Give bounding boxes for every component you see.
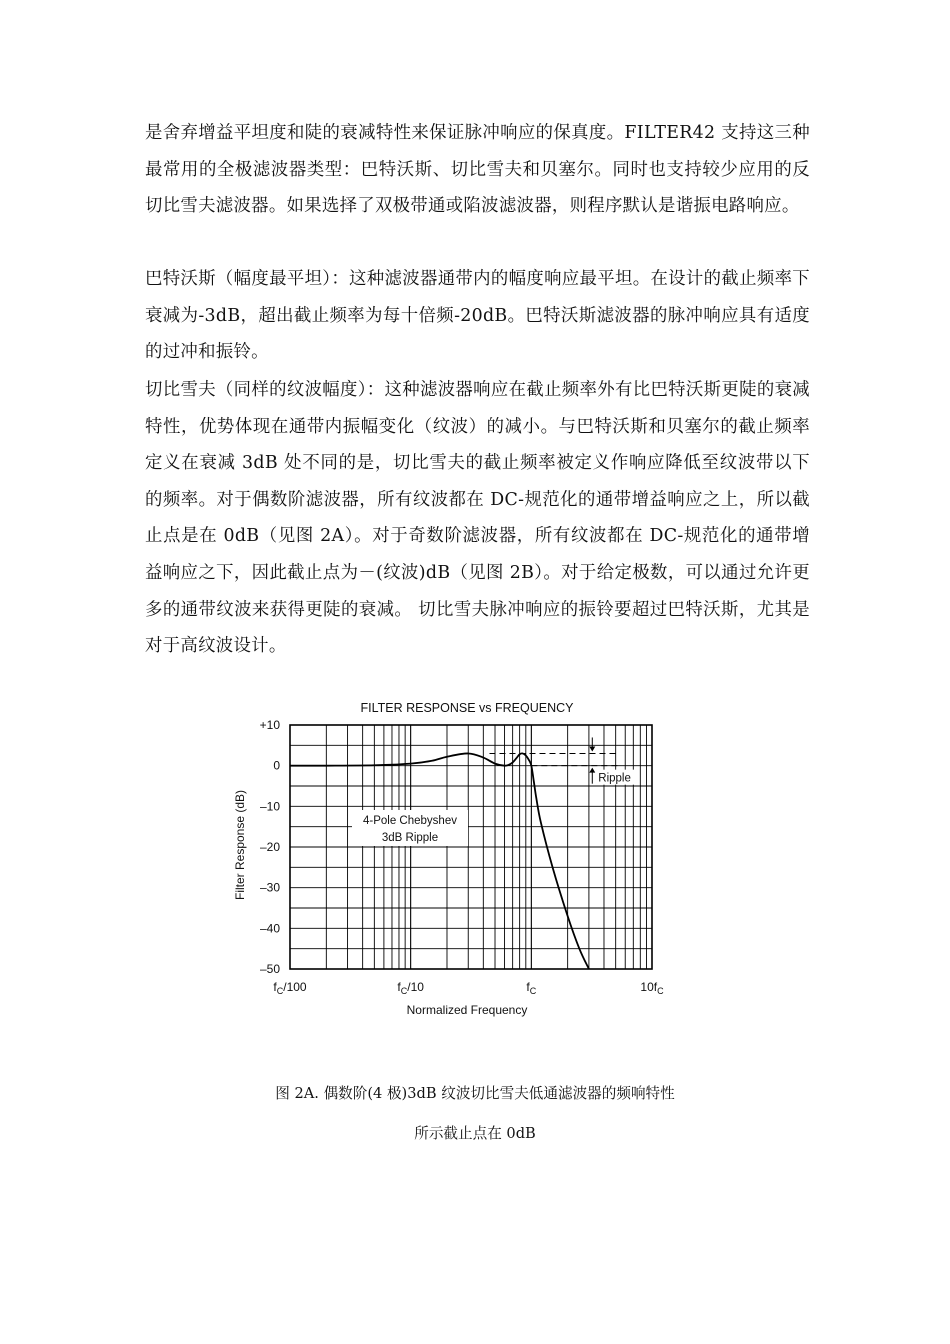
chebyshev-label: 4-Pole Chebyshev [363, 815, 457, 827]
x-axis-label: Normalized Frequency [406, 1003, 528, 1017]
y-tick-label: 0 [273, 758, 280, 773]
figure-caption: 图 2A. 偶数阶(4 极)3dB 纹波切比雪夫低通滤波器的频响特性 [275, 1085, 675, 1102]
x-tick-label: $f_C/100$ [273, 980, 307, 996]
ripple-label: Ripple [598, 772, 631, 785]
x-tick-label: $f_C/10$ [397, 980, 424, 996]
paragraph-filter-types: 是舍弃增益平坦度和陡的衰减特性来保证脉冲响应的保真度。FILTER42 支持这三种最常用的全极滤波器类型：巴特沃斯、切比雪夫和贝塞尔。同时也支持较少应用的反切比雪夫滤波器。如果选择了双极带通或陷波滤波器，则程序默认是谐振电路响应。 [145, 123, 810, 217]
figure-caption-subtitle: 所示截止点在 0dB [414, 1125, 536, 1142]
y-tick-label: –40 [259, 921, 280, 936]
paragraph-chebyshev: 切比雪夫（同样的纹波幅度）：这种滤波器响应在截止频率外有比巴特沃斯更陡的衰减特性，优势体现在通带内振幅变化（纹波）的减小。与巴特沃斯和贝塞尔的截止频率定义在衰减 3dB 处不同的是，切比雪夫的截止频率被定义作响应降低至纹波带以下的频率。对于偶数阶滤波器，所有纹波都在 DC-规范化的通带增益响应之上，所以截止点是在 0dB（见图 2A）。对于奇数阶滤波器，所有纹波都在 DC-规范化的通带增益响应之下，因此截止点为－(纹波)dB（见图 2B）。对于给定极数，可以通过允许更多的通带纹波来获得更陡的衰减。 切比雪夫脉冲响应的振铃要超过巴特沃斯，尤其是对于高纹波设计。 [145, 380, 810, 657]
ripple-arrowhead-top [589, 746, 595, 751]
ripple-db-label: 3dB Ripple [381, 832, 439, 844]
axis-ticks [260, 718, 664, 996]
y-tick-label: +10 [259, 718, 280, 732]
y-tick-label: –50 [259, 962, 280, 976]
y-tick-label: –20 [259, 840, 280, 854]
y-tick-label: –10 [259, 799, 280, 814]
x-tick-label: $10f_C$ [640, 980, 664, 996]
ripple-arrowhead-bottom [589, 768, 595, 773]
chart-title: FILTER RESPONSE vs FREQUENCY [360, 701, 574, 715]
x-tick-label: $f_C$ [526, 980, 537, 996]
y-axis-label: Filter Response (dB) [233, 789, 247, 901]
filter-response-chart [225, 692, 685, 1027]
y-tick-label: –30 [259, 880, 280, 895]
grid [290, 725, 652, 969]
paragraph-butterworth: 巴特沃斯（幅度最平坦）：这种滤波器通带内的幅度响应最平坦。在设计的截止频率下衰减为-3dB，超出截止频率为每十倍频-20dB。巴特沃斯滤波器的脉冲响应具有适度的过冲和振铃。 [145, 269, 810, 363]
